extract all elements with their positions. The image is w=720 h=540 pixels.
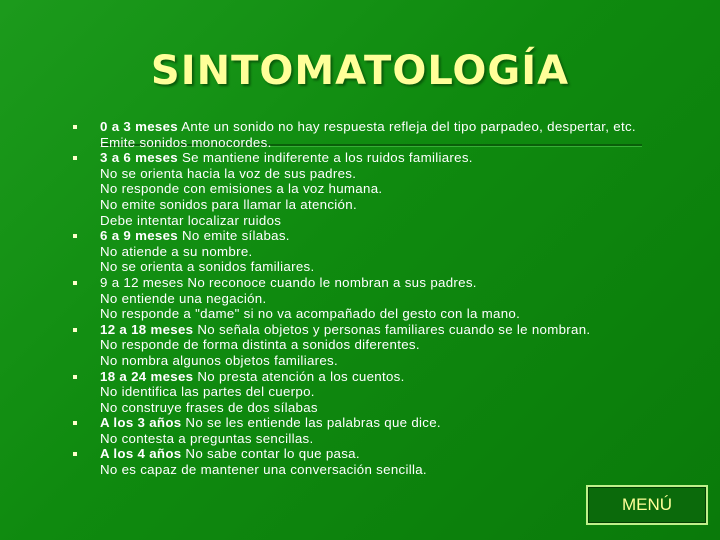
item-lead: 12 a 18 meses <box>100 321 194 337</box>
item-text: Ante un sonido no hay respuesta refleja del tipo parpadeo, despertar, etc. <box>177 119 636 134</box>
item-line <box>100 119 708 135</box>
item-extra: Debe intentar localizar ruidos <box>100 212 282 228</box>
item-extra: No emite sonidos para llamar la atención. <box>100 196 357 212</box>
menu-button[interactable]: MENÚ <box>586 485 708 525</box>
item-text: No sabe contar lo que pasa. <box>181 446 360 462</box>
item-lead: 3 a 6 meses <box>100 150 178 166</box>
item-line <box>100 369 708 385</box>
item-extra: No construye frases de dos sílabas <box>100 399 318 415</box>
bullet-icon <box>73 234 77 238</box>
item-line <box>100 446 708 462</box>
item-extra: No responde con emisiones a la voz humana. <box>100 181 383 197</box>
item-extra: No atiende a su nombre. <box>100 243 253 259</box>
item-extra: No se orienta a sonidos familiares. <box>100 259 315 275</box>
bullet-icon <box>73 375 77 379</box>
bullet-icon <box>73 421 77 425</box>
bullet-icon <box>73 328 77 332</box>
item-text: No emite sílabas. <box>177 228 290 244</box>
item-text: No señala objetos y personas familiares cuando se le nombran. <box>193 321 591 337</box>
page-title: SINTOMATOLOGÍA <box>150 48 570 94</box>
item-line <box>100 228 708 244</box>
item-text: No presta atención a los cuentos. <box>193 368 405 384</box>
list-item <box>68 446 708 477</box>
item-extra: No nombra algunos objetos familiares. <box>100 352 339 368</box>
list-item <box>68 228 708 275</box>
item-extra: No se orienta hacia la voz de sus padres. <box>100 165 357 181</box>
item-line <box>100 150 708 166</box>
item-extra: No responde de forma distinta a sonidos diferentes. <box>100 337 420 353</box>
bullet-icon <box>73 125 77 129</box>
item-line <box>100 275 708 291</box>
item-lead: 0 a 3 meses <box>100 119 178 134</box>
list-item <box>68 415 708 446</box>
list-item <box>68 322 708 369</box>
item-text: Se mantiene indiferente a los ruidos familiares. <box>177 150 473 166</box>
bullet-icon <box>73 156 77 160</box>
list-item <box>68 150 708 228</box>
list-item <box>68 275 708 322</box>
item-extra: No contesta a preguntas sencillas. <box>100 430 314 446</box>
item-line <box>100 415 708 431</box>
list-item <box>68 369 708 416</box>
item-lead: 18 a 24 meses <box>100 368 194 384</box>
item-extra: No es capaz de mantener una conversación sencilla. <box>100 462 427 478</box>
item-extra: Emite sonidos monocordes. <box>100 134 272 150</box>
item-lead: A los 3 años <box>100 415 182 431</box>
list-item <box>68 119 708 150</box>
item-text: No se les entiende las palabras que dice. <box>181 415 441 431</box>
item-extra: No entiende una negación. <box>100 290 267 306</box>
item-extra: No responde a "dame" si no va acompañado del gesto con la mano. <box>100 306 521 322</box>
item-lead: A los 4 años <box>100 446 182 462</box>
item-extra: No identifica las partes del cuerpo. <box>100 384 315 400</box>
item-lead: 6 a 9 meses <box>100 228 178 244</box>
item-text: 9 a 12 meses No reconoce cuando le nombran a sus padres. <box>100 274 477 290</box>
bullet-icon <box>73 452 77 456</box>
symptom-list <box>68 119 708 478</box>
bullet-icon <box>73 281 77 285</box>
item-line <box>100 322 708 338</box>
